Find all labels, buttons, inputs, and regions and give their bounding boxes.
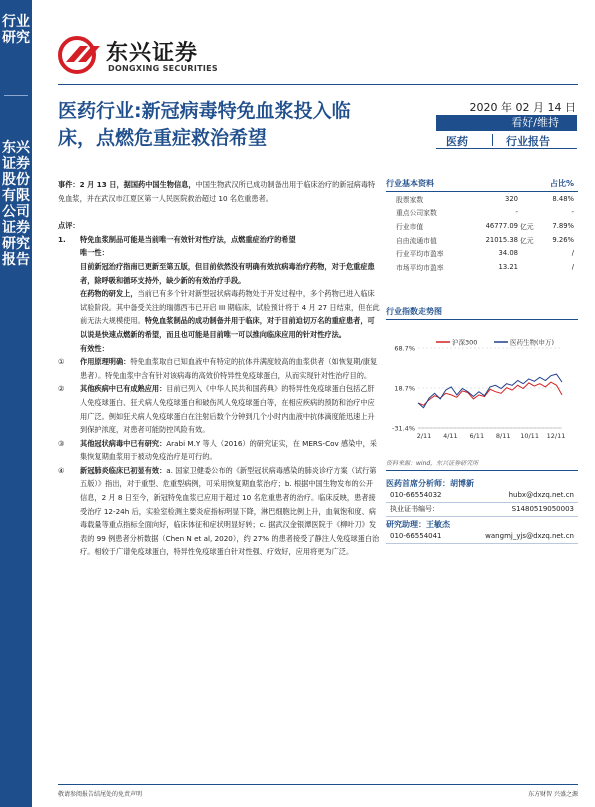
item-1-text: 特免血浆取自已知血液中有特定的抗体并满度较高的血浆供者（如恢复期/康复患者）。特免血浆中含有针对该病毒的高效价特异性免疫球蛋白，从而实现针对性治疗目的。 (80, 357, 378, 380)
item-1-head: 作用原理明确： (80, 357, 131, 367)
row-pct: / (571, 262, 574, 271)
row-value: 21015.38 (485, 235, 518, 244)
event-text: 中国生物武汉所已成功制备出用于临床治疗的新冠病毒特免血浆，并在武汉市江夏区第一人民医院救治超过 10 名危重患者。 (58, 180, 376, 203)
basic-info-row (386, 246, 578, 260)
logo-cn-text: 东兴证券 (106, 41, 199, 66)
row-unit: 亿元 (520, 236, 534, 245)
row-pct: - (571, 208, 574, 217)
report-type-label: 行业报告 (506, 135, 550, 148)
x-tick-label: 6/11 (469, 432, 485, 440)
item-1-num: ① (58, 357, 65, 367)
point1-heading (58, 233, 380, 247)
row-unit (518, 192, 542, 206)
industry-row-divider (492, 134, 493, 146)
uniqueness-text: 目前新冠治疗指南已更新至第五版，但目前依然没有明确有效抗病毒治疗药物，对于危重症患者，除呼吸和循环支持外，缺少新的有效治疗手段。 (80, 261, 375, 285)
sidebar-divider (4, 95, 28, 96)
left-sidebar (0, 0, 32, 807)
lead-analyst-title: 医药首席分析师：胡博新 (386, 479, 474, 488)
item-4 (58, 464, 380, 559)
row-pct: 8.48% (552, 194, 574, 203)
row-name: 股票家数 (396, 195, 424, 204)
legend-label: 医药生物(申万) (510, 338, 555, 347)
rd-paragraph (58, 287, 380, 341)
cert-label: 执业证书编号： (390, 505, 439, 513)
rd-bold-2: 特免血浆制品的成功制备并用于临床，对于目前迫切万名的重症患者，可以说是快速点燃新的希望，而且也可能是目前唯一可以推向临床应用的针对性疗法。 (80, 316, 375, 339)
item-2-head: 其他疾病中已有成熟应用： (80, 384, 167, 394)
row-value: - (515, 208, 518, 217)
row-pct: 9.26% (552, 235, 574, 244)
cert-row (386, 503, 578, 517)
item-4-text: a. 国家卫健委公布的《新型冠状病毒感染的肺炎诊疗方案（试行第五版）》指出，对于重型、危重型病例，可采用恢复期血浆治疗；b. 根据中国生物发布的公开信息，2 月 8 日至今，新冠特免血浆已应用于超过 10 名危重患者的治疗。临床反映，患者接受治疗 12-24h 后，实验室检测主要炎症指标明显下降，淋巴细胞比例上升，血氧饱和度、病毒载量等重点指标全面向好，临床体征和症状明显好转；c. 据武汉金银潭医院于《柳叶刀》发表的 99 例患者分析数据（Chen N et al, 2020），约 27% 的患者接受了静注人免疫球蛋白治疗。相较于广谱免疫球蛋白，特异性免疫球蛋白针对性强、疗效好，应用将更为广泛。 (80, 465, 380, 557)
analyst-panel (386, 478, 578, 544)
item-3-head: 其他冠状病毒中已有研究： (80, 438, 167, 448)
comment-label: 点评： (58, 221, 80, 231)
basic-info-header (386, 178, 578, 192)
row-unit: 亿元 (520, 222, 534, 231)
rating-badge (436, 115, 577, 131)
lead-contact-row (386, 489, 578, 503)
x-tick-label: 4/11 (443, 432, 458, 440)
sidebar-category: 行业研究 (2, 14, 30, 46)
lead-phone: 010-66554032 (390, 491, 442, 499)
footer-slogan: 东方财智 兴盛之源 (528, 791, 578, 798)
lead-email[interactable]: hubx@dxzq.net.cn (508, 491, 574, 499)
row-name: 行业市值 (396, 222, 424, 231)
effectiveness-label: 有效性： (80, 343, 109, 353)
report-date: 2020 年 02 月 14 日 (469, 101, 576, 114)
legend-label: 沪深300 (452, 338, 478, 347)
row-name: 自由流通市值 (396, 236, 437, 245)
row-name: 重点公司家数 (396, 209, 437, 218)
point1-head: 特免血浆制品可能是当前唯一有效针对性疗法，点燃重症治疗的希望 (80, 234, 296, 244)
row-value: 34.08 (498, 249, 518, 258)
rd-text: 当前已有多个针对新型冠状病毒药物处于开发过程中，多个药物已进入临床试验阶段。其中备受关注的瑞德西韦已开启 III 期临床，试验预计将于 4 月 27 日结束，但在此前无法大规模使用。 (80, 289, 380, 326)
item-3 (58, 437, 380, 464)
rating-text: 看好/维持 (511, 116, 559, 129)
y-tick-label: 18.7% (394, 384, 415, 393)
basic-info-row (386, 260, 578, 274)
item-3-text: Arabi M.Y 等人（2016）的研究证实，在 MERS-Cov 感染中，采集恢复期血浆用于被动免疫治疗是可行的。 (80, 438, 377, 462)
cert-number: S1480519050003 (511, 505, 574, 513)
basic-info-table (386, 192, 578, 274)
row-unit (518, 260, 542, 274)
basic-info-row (386, 219, 578, 233)
x-tick-label: 12/11 (546, 432, 566, 440)
basic-info-title: 行业基本资料 (386, 179, 434, 188)
assistant-email[interactable]: wangmj_yjs@dxzq.net.cn (485, 532, 574, 540)
item-1 (58, 355, 380, 382)
assistant-contact-row (386, 530, 578, 544)
x-tick-label: 2/11 (416, 432, 432, 440)
x-tick-label: 8/11 (495, 432, 511, 440)
item-4-head: 新冠肺炎临床已初显有效： (80, 465, 167, 475)
footer-divider (58, 784, 578, 785)
basic-info-panel (386, 178, 578, 274)
row-pct: / (571, 249, 574, 258)
logo-en-text: DONGXING SECURITIES (108, 64, 218, 73)
event-bold: 2 月 13 日，据国药中国生物信息， (79, 180, 196, 189)
item-2 (58, 382, 380, 436)
row-name: 市场平均市盈率 (396, 263, 444, 272)
row-value: 320 (505, 194, 518, 203)
basic-info-row (386, 206, 578, 220)
row-unit (518, 206, 542, 220)
row-unit (518, 246, 542, 260)
x-tick-label: 10/11 (520, 432, 539, 440)
chart-svg (386, 320, 578, 454)
assistant-title: 研究助理：王敏杰 (386, 520, 450, 529)
pct-column-header: 占比% (549, 179, 574, 188)
index-chart (386, 306, 578, 456)
row-name: 行业平均市盈率 (396, 250, 444, 259)
report-title: 医药行业:新冠病毒特免血浆投入临床，点燃危重症救治希望 (58, 100, 351, 149)
event-label: 事件： (58, 180, 80, 189)
chart-source-note: 资料来源：wind，东兴证券研究所 (386, 458, 578, 471)
sidebar-company: 东兴证券股份有限公司证券研究报告 (2, 140, 30, 268)
row-value: 46777.09 (485, 221, 518, 230)
item-4-num: ④ (58, 465, 65, 475)
uniqueness-label: 唯一性： (80, 248, 109, 258)
footer-disclaimer: 敬请参阅报告结尾处的免责声明 (58, 791, 143, 798)
main-content (58, 178, 380, 559)
chart-title (386, 306, 578, 320)
chart-title-text: 行业指数走势图 (386, 307, 442, 316)
item-2-text: 目前已列入《中华人民共和国药典》的特异性免疫球蛋白包括乙肝人免疫球蛋白、狂犬病人免疫球蛋白和破伤风人免疫球蛋白等，在相应疾病的预防和治疗中应用广泛。例如狂犬病人免疫球蛋白在注射后数个分钟到几个小时内血液中抗体滴度能迅速上升到保护浓度，对患者可能防控风险有效。 (80, 384, 375, 435)
sector-label: 医药 (446, 135, 468, 148)
series-line (418, 374, 562, 408)
item-2-num: ② (58, 384, 65, 394)
industry-row (436, 132, 577, 149)
basic-info-row (386, 192, 578, 206)
row-pct: 7.89% (552, 221, 574, 230)
point1-number: 1. (58, 234, 66, 244)
series-line (418, 382, 562, 405)
event-paragraph (58, 178, 380, 205)
header-divider (58, 84, 578, 85)
y-tick-label: 68.7% (394, 344, 415, 353)
basic-info-row (386, 233, 578, 247)
row-value: 13.21 (498, 262, 518, 271)
assistant-phone: 010-66554041 (390, 532, 442, 540)
dongxing-logo-icon (58, 36, 102, 74)
y-tick-label: -31.4% (392, 424, 415, 433)
rd-bold: 在药物的研发上， (80, 289, 138, 299)
item-3-num: ③ (58, 438, 65, 448)
